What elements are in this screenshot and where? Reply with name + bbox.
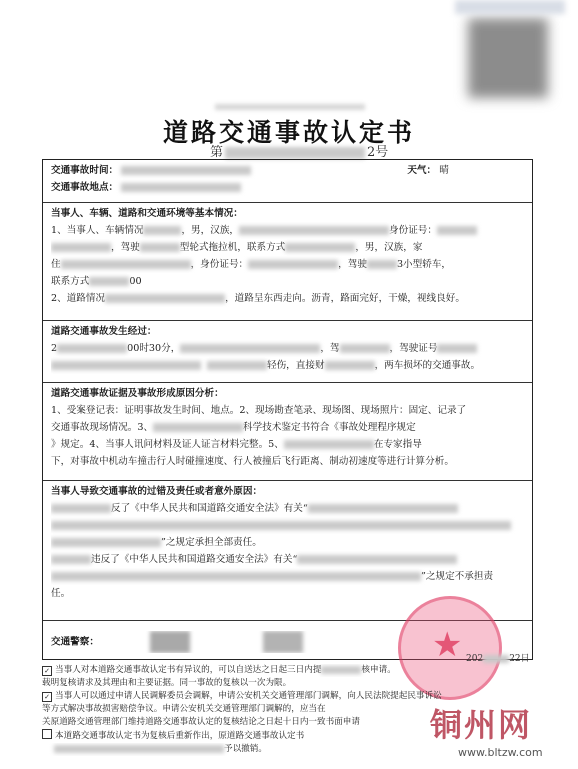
parties-text: 3小型轿车， xyxy=(396,259,452,270)
police-label: 交通警察： xyxy=(51,636,99,648)
evidence-line-1: 1、受案登记表：证明事故发生时间、地点。2、现场勘查笔录、现场图、现场照片：固定、记录了 xyxy=(51,405,467,416)
fault-line-4 xyxy=(51,551,524,568)
redacted xyxy=(340,344,390,353)
site-watermark-url: www.bltzw.com xyxy=(458,746,543,759)
notice-text: 本道路交通事故认定书为复核后重新作出，原道路交通事故认定书 xyxy=(55,731,305,741)
redacted-number xyxy=(225,147,365,159)
accident-form xyxy=(42,159,533,660)
redacted xyxy=(153,423,243,432)
seal-star-icon: ★ xyxy=(432,625,463,665)
notice-text: 当事人对本道路交通事故认定书有异议的，可以自送达之日起三日内提 xyxy=(55,665,322,675)
fault-line-6: 任。 xyxy=(51,588,71,599)
evidence-line-3 xyxy=(51,436,524,453)
parties-heading: 当事人、车辆、道路和交通环境等基本情况： xyxy=(51,208,243,219)
redacted xyxy=(54,745,224,753)
evidence-heading: 道路交通事故证据及事故形成原因分析： xyxy=(51,388,224,399)
redacted xyxy=(437,344,477,353)
fault-line-5 xyxy=(51,568,524,585)
redacted-time xyxy=(121,166,251,175)
process-text: 2 xyxy=(51,343,58,354)
parties-text: 住 xyxy=(51,259,61,270)
fault-heading: 当事人导致交通事故的过错及责任或者意外原因： xyxy=(51,486,263,497)
document-number xyxy=(210,141,388,160)
redacted xyxy=(180,344,320,353)
parties-line-2 xyxy=(51,239,524,256)
evidence-text: 交通事故现场情况。3、 xyxy=(51,422,154,433)
checkbox-icon: ✓ xyxy=(42,692,52,702)
redacted-strip xyxy=(455,0,565,14)
notice-text: 核申请。 xyxy=(361,665,396,675)
redacted xyxy=(51,538,161,547)
parties-line-5 xyxy=(51,290,524,307)
parties-text: ，男，汉族， xyxy=(181,225,240,236)
redacted xyxy=(308,504,458,513)
redacted xyxy=(105,294,225,303)
redacted xyxy=(89,277,129,286)
redacted-signature-2 xyxy=(263,631,303,653)
place-row xyxy=(51,179,524,196)
fault-text: 反了《中华人民共和国道路交通安全法》有关“ xyxy=(111,503,308,514)
redacted xyxy=(325,361,375,370)
redacted xyxy=(143,226,181,235)
redacted xyxy=(140,243,180,252)
process-text: ，驾驶证号 xyxy=(389,343,438,354)
evidence-text: 在专家指导 xyxy=(373,439,422,450)
redacted xyxy=(284,440,374,449)
process-section xyxy=(43,320,532,382)
parties-text: ，道路呈东西走向。沥青，路面完好，干燥，视线良好。 xyxy=(225,293,465,304)
redacted xyxy=(321,666,361,674)
evidence-text: 》规定。4、当事人讯问材料及证人证言材料完整。5、 xyxy=(51,439,284,450)
parties-text: 1、当事人、车辆情况 xyxy=(51,225,144,236)
time-label: 交通事故时间： xyxy=(51,165,119,176)
notice-text: 予以撤销。 xyxy=(224,744,267,754)
notice-text: 当事人可以通过申请人民调解委员会调解，申请公安机关交通管理部门调解，向人民法院提起民事诉讼 xyxy=(55,691,442,701)
parties-line-3 xyxy=(51,256,524,273)
redacted xyxy=(51,243,111,252)
process-line-2 xyxy=(51,357,524,374)
process-text: ，驾 xyxy=(320,343,340,354)
redacted xyxy=(51,521,511,530)
parties-line-1 xyxy=(51,222,524,239)
redacted-place xyxy=(121,183,241,192)
redacted xyxy=(57,344,127,353)
date-prefix: 202 xyxy=(466,654,484,664)
process-text: 00时30分， xyxy=(127,343,181,354)
fault-line-2 xyxy=(51,517,524,534)
fault-text: 违反了《中华人民共和国道路交通安全法》有关“ xyxy=(91,554,298,565)
parties-text: 2、道路情况 xyxy=(51,293,106,304)
notice-text: 关原道路交通管理部门维持道路交通事故认定的复核结论之日起十日内一致书面申请 xyxy=(42,717,360,727)
checkbox-icon xyxy=(42,729,52,739)
evidence-text: 科学技术鉴定书符合《事故处理程序规定 xyxy=(243,422,416,433)
redacted-signature-1 xyxy=(150,631,190,653)
process-line-1 xyxy=(51,340,524,357)
process-text: ，两车损坏的交通事故。 xyxy=(374,360,481,371)
redacted xyxy=(51,361,201,370)
weather-label: 天气： xyxy=(407,165,437,176)
redacted xyxy=(367,260,397,269)
parties-text: 00 xyxy=(129,276,142,287)
checkbox-icon: ✓ xyxy=(42,666,52,676)
process-heading: 道路交通事故发生经过： xyxy=(51,326,157,337)
number-prefix: 第 xyxy=(210,145,224,160)
evidence-section xyxy=(43,382,532,480)
redacted-issuer xyxy=(215,104,365,110)
redacted xyxy=(51,555,91,564)
redacted-photo xyxy=(468,18,548,98)
redacted xyxy=(207,361,267,370)
parties-line-4 xyxy=(51,273,524,290)
notice-text: 等方式解决事故损害赔偿争议。申请公安机关交通管理部门调解的，应当在 xyxy=(42,704,326,714)
parties-text: 身份证号： xyxy=(389,225,437,236)
redacted xyxy=(51,504,111,513)
parties-text: ，驾驶 xyxy=(111,242,140,253)
redacted xyxy=(285,243,355,252)
parties-section xyxy=(43,202,532,320)
document-title: 道路交通事故认定书 xyxy=(162,118,415,147)
fault-line-3 xyxy=(51,534,524,551)
evidence-line-2 xyxy=(51,419,524,436)
place-label: 交通事故地点： xyxy=(51,182,119,193)
redacted xyxy=(61,260,191,269)
notice-item-1-line-2: 载明复核请求及其理由和主要证据。同一事故的复核以一次为限。 xyxy=(42,678,292,688)
number-suffix: 2号 xyxy=(367,145,389,160)
issue-date xyxy=(466,651,530,664)
redacted xyxy=(239,226,389,235)
redacted xyxy=(51,572,421,581)
parties-text: ，驾驶 xyxy=(338,259,367,270)
time-row xyxy=(51,162,524,179)
parties-text: 联系方式 xyxy=(51,276,90,287)
weather-value: 晴 xyxy=(439,165,449,176)
fault-text: ”之规定不承担责 xyxy=(421,571,494,582)
redacted xyxy=(248,260,338,269)
fault-text: ”之规定承担全部责任。 xyxy=(161,537,262,548)
redacted xyxy=(437,226,477,235)
date-suffix: 22日 xyxy=(509,654,530,664)
notice-item-1 xyxy=(42,664,533,677)
fault-line-1 xyxy=(51,500,524,517)
parties-text: 型轮式拖拉机，联系方式 xyxy=(179,242,286,253)
process-text: 轻伤，直接财 xyxy=(267,360,325,371)
site-watermark: 铜州网 xyxy=(430,706,533,744)
parties-text: ，男，汉族，家 xyxy=(355,242,423,253)
redacted xyxy=(297,555,457,564)
redacted-date xyxy=(483,655,509,663)
evidence-line-4: 下，对事故中机动车撞击行人时碰撞速度、行人被撞后飞行距离、制动初速度等进行计算分析。 xyxy=(51,456,454,467)
basic-info-section xyxy=(43,160,532,202)
parties-text: ，身份证号： xyxy=(190,259,249,270)
